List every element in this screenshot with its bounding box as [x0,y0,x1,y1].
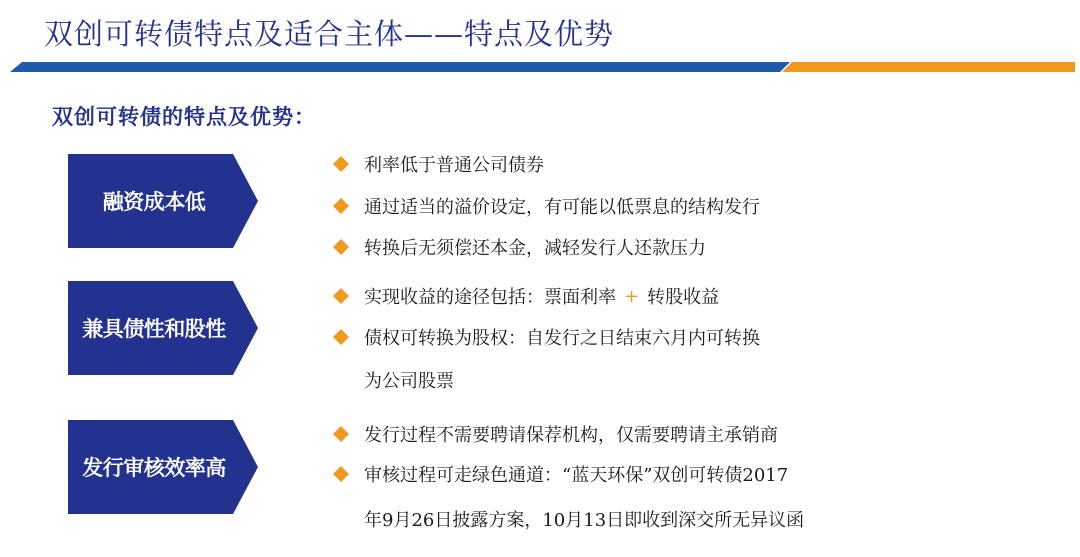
bullet-continuation: 为公司股票 [364,371,454,392]
diamond-bullet-icon [333,466,349,482]
bullet-text: 审核过程可走绿色通道：“蓝天环保”双创可转债2017 [364,465,789,486]
diamond-bullet-icon [333,156,349,172]
diamond-bullet-icon [333,329,349,345]
section-heading: 双创可转债的特点及优势： [52,104,316,129]
diamond-bullet-icon [333,288,349,304]
bullet-item [333,283,719,309]
diamond-bullet-icon [333,239,349,255]
bullet-item [333,461,788,487]
page-title: 双创可转债特点及适合主体——特点及优势 [44,17,615,51]
diamond-bullet-icon [333,426,349,442]
bullet-text: 通过适当的溢价设定，有可能以低票息的结构发行 [364,197,760,218]
bullet-text: 债权可转换为股权：自发行之日结束六月内可转换 [364,328,760,349]
bullet-text: 转换后无须偿还本金，减轻发行人还款压力 [364,238,706,259]
header-divider-bar [10,62,1075,72]
bullet-text: 转股收益 [647,287,720,308]
bullet-item [333,151,544,177]
section-label-debt-equity: 兼具债性和股性 [82,317,226,341]
bullet-text: 发行过程不需要聘请保荐机构，仅需要聘请主承销商 [364,425,778,446]
plus-sign: + [624,285,640,307]
section-label-cost: 融资成本低 [102,190,206,214]
diamond-bullet-icon [333,198,349,214]
bullet-item [333,324,760,350]
bullet-text: 利率低于普通公司债券 [364,155,544,176]
bullet-continuation: 年9月26日披露方案，10月13日即收到深交所无异议函 [364,510,805,531]
bullet-item [333,421,778,447]
section-label-approval: 发行审核效率高 [82,456,226,480]
bullet-item [333,234,706,260]
bullet-text: 实现收益的途径包括：票面利率 [364,287,616,308]
bullet-item [333,193,760,219]
